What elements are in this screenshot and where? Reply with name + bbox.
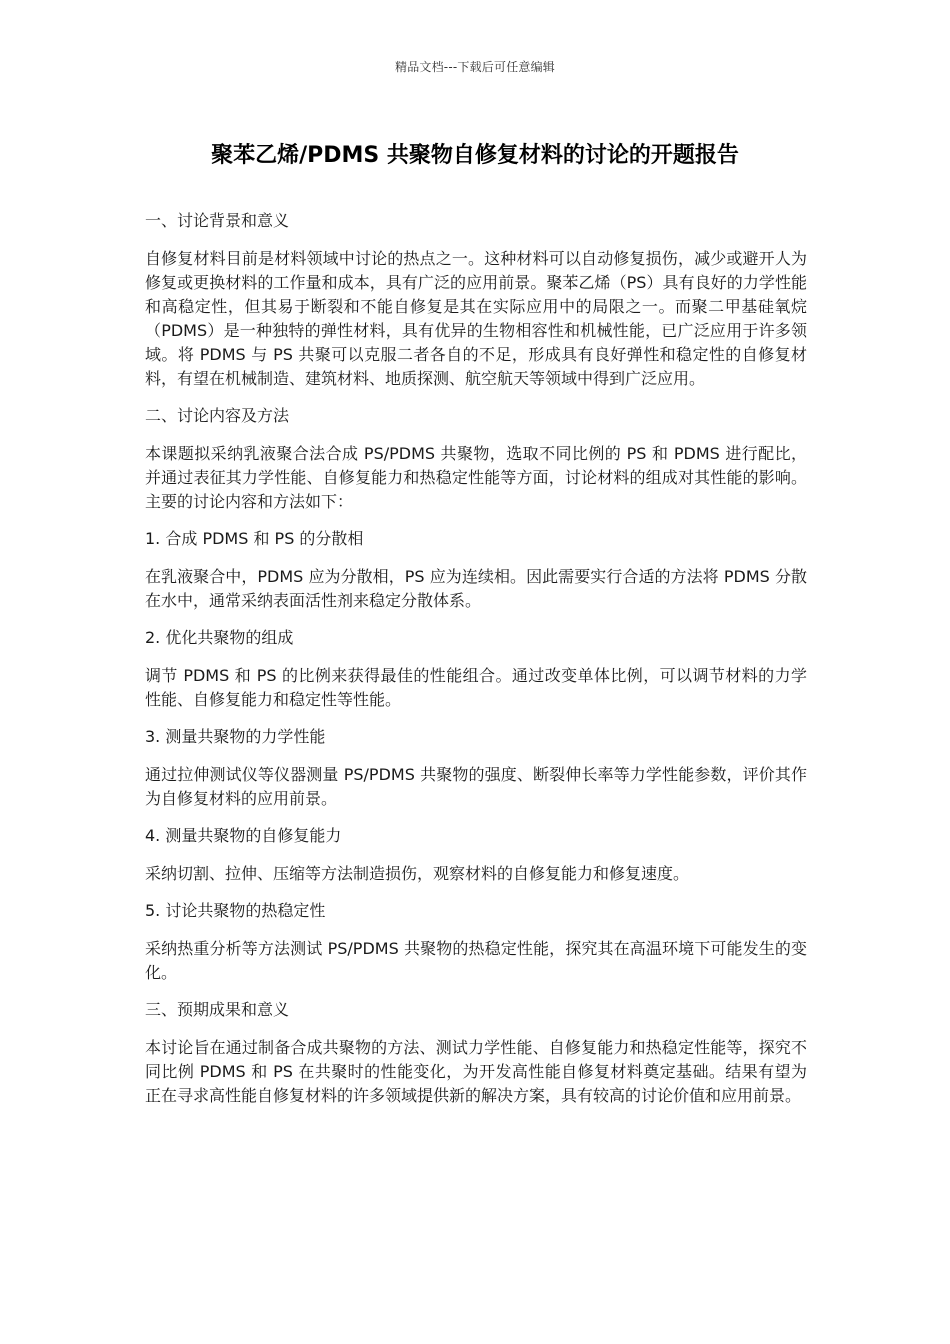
paragraph-background: 自修复材料目前是材料领域中讨论的热点之一。这种材料可以自动修复损伤，减少或避开人为修复或更换材料的工作量和成本，具有广泛的应用前景。聚苯乙烯（PS）具有良好的力学性能和高稳定性，但其易于断裂和不能自修复是其在实际应用中的局限之一。而聚二甲基硅氧烷（PDMS）是一种独特的弹性材料，具有优异的生物相容性和机械性能，已广泛应用于许多领域。将 PDMS 与 PS 共聚可以克服二者各自的不足，形成具有良好弹性和稳定性的自修复材料，有望在机械制造、建筑材料、地质探测、航空航天等领域中得到广泛应用。 xyxy=(145,249,807,388)
subheading-mechanical-properties: 3. 测量共聚物的力学性能 xyxy=(145,727,326,746)
page-header-watermark: 精品文档---下载后可任意编辑 xyxy=(395,60,555,74)
paragraph-expected-results: 本讨论旨在通过制备合成共聚物的方法、测试力学性能、自修复能力和热稳定性能等，探究不同比例 PDMS 和 PS 在共聚时的性能变化，为开发高性能自修复材料奠定基础。结果有望为正在寻求高性能自修复材料的许多领域提供新的解决方案，具有较高的讨论价值和应用前景。 xyxy=(145,1038,807,1105)
document-title: 聚苯乙烯/PDMS 共聚物自修复材料的讨论的开题报告 xyxy=(211,143,739,168)
paragraph-content-method: 本课题拟采纳乳液聚合法合成 PS/PDMS 共聚物，选取不同比例的 PS 和 PDMS 进行配比，并通过表征其力学性能、自修复能力和热稳定性能等方面，讨论材料的组成对其性能的影响。主要的讨论内容和方法如下： xyxy=(145,444,807,511)
document-body xyxy=(145,209,807,1121)
subheading-dispersed-phase: 1. 合成 PDMS 和 PS 的分散相 xyxy=(145,529,364,548)
paragraph-optimize-composition: 调节 PDMS 和 PS 的比例来获得最佳的性能组合。通过改变单体比例，可以调节材料的力学性能、自修复能力和稳定性等性能。 xyxy=(145,666,807,709)
paragraph-self-healing: 采纳切割、拉伸、压缩等方法制造损伤，观察材料的自修复能力和修复速度。 xyxy=(145,864,690,883)
section-heading-background: 一、讨论背景和意义 xyxy=(145,211,290,230)
subheading-self-healing: 4. 测量共聚物的自修复能力 xyxy=(145,826,342,845)
paragraph-dispersed-phase: 在乳液聚合中，PDMS 应为分散相，PS 应为连续相。因此需要实行合适的方法将 PDMS 分散在水中，通常采纳表面活性剂来稳定分散体系。 xyxy=(145,567,807,610)
section-heading-content-method: 二、讨论内容及方法 xyxy=(145,406,290,425)
section-heading-expected-results: 三、预期成果和意义 xyxy=(145,1000,290,1019)
subheading-thermal-stability: 5. 讨论共聚物的热稳定性 xyxy=(145,901,326,920)
paragraph-mechanical-properties: 通过拉伸测试仪等仪器测量 PS/PDMS 共聚物的强度、断裂伸长率等力学性能参数，评价其作为自修复材料的应用前景。 xyxy=(145,765,807,808)
subheading-optimize-composition: 2. 优化共聚物的组成 xyxy=(145,628,294,647)
paragraph-thermal-stability: 采纳热重分析等方法测试 PS/PDMS 共聚物的热稳定性能，探究其在高温环境下可能发生的变化。 xyxy=(145,939,807,982)
